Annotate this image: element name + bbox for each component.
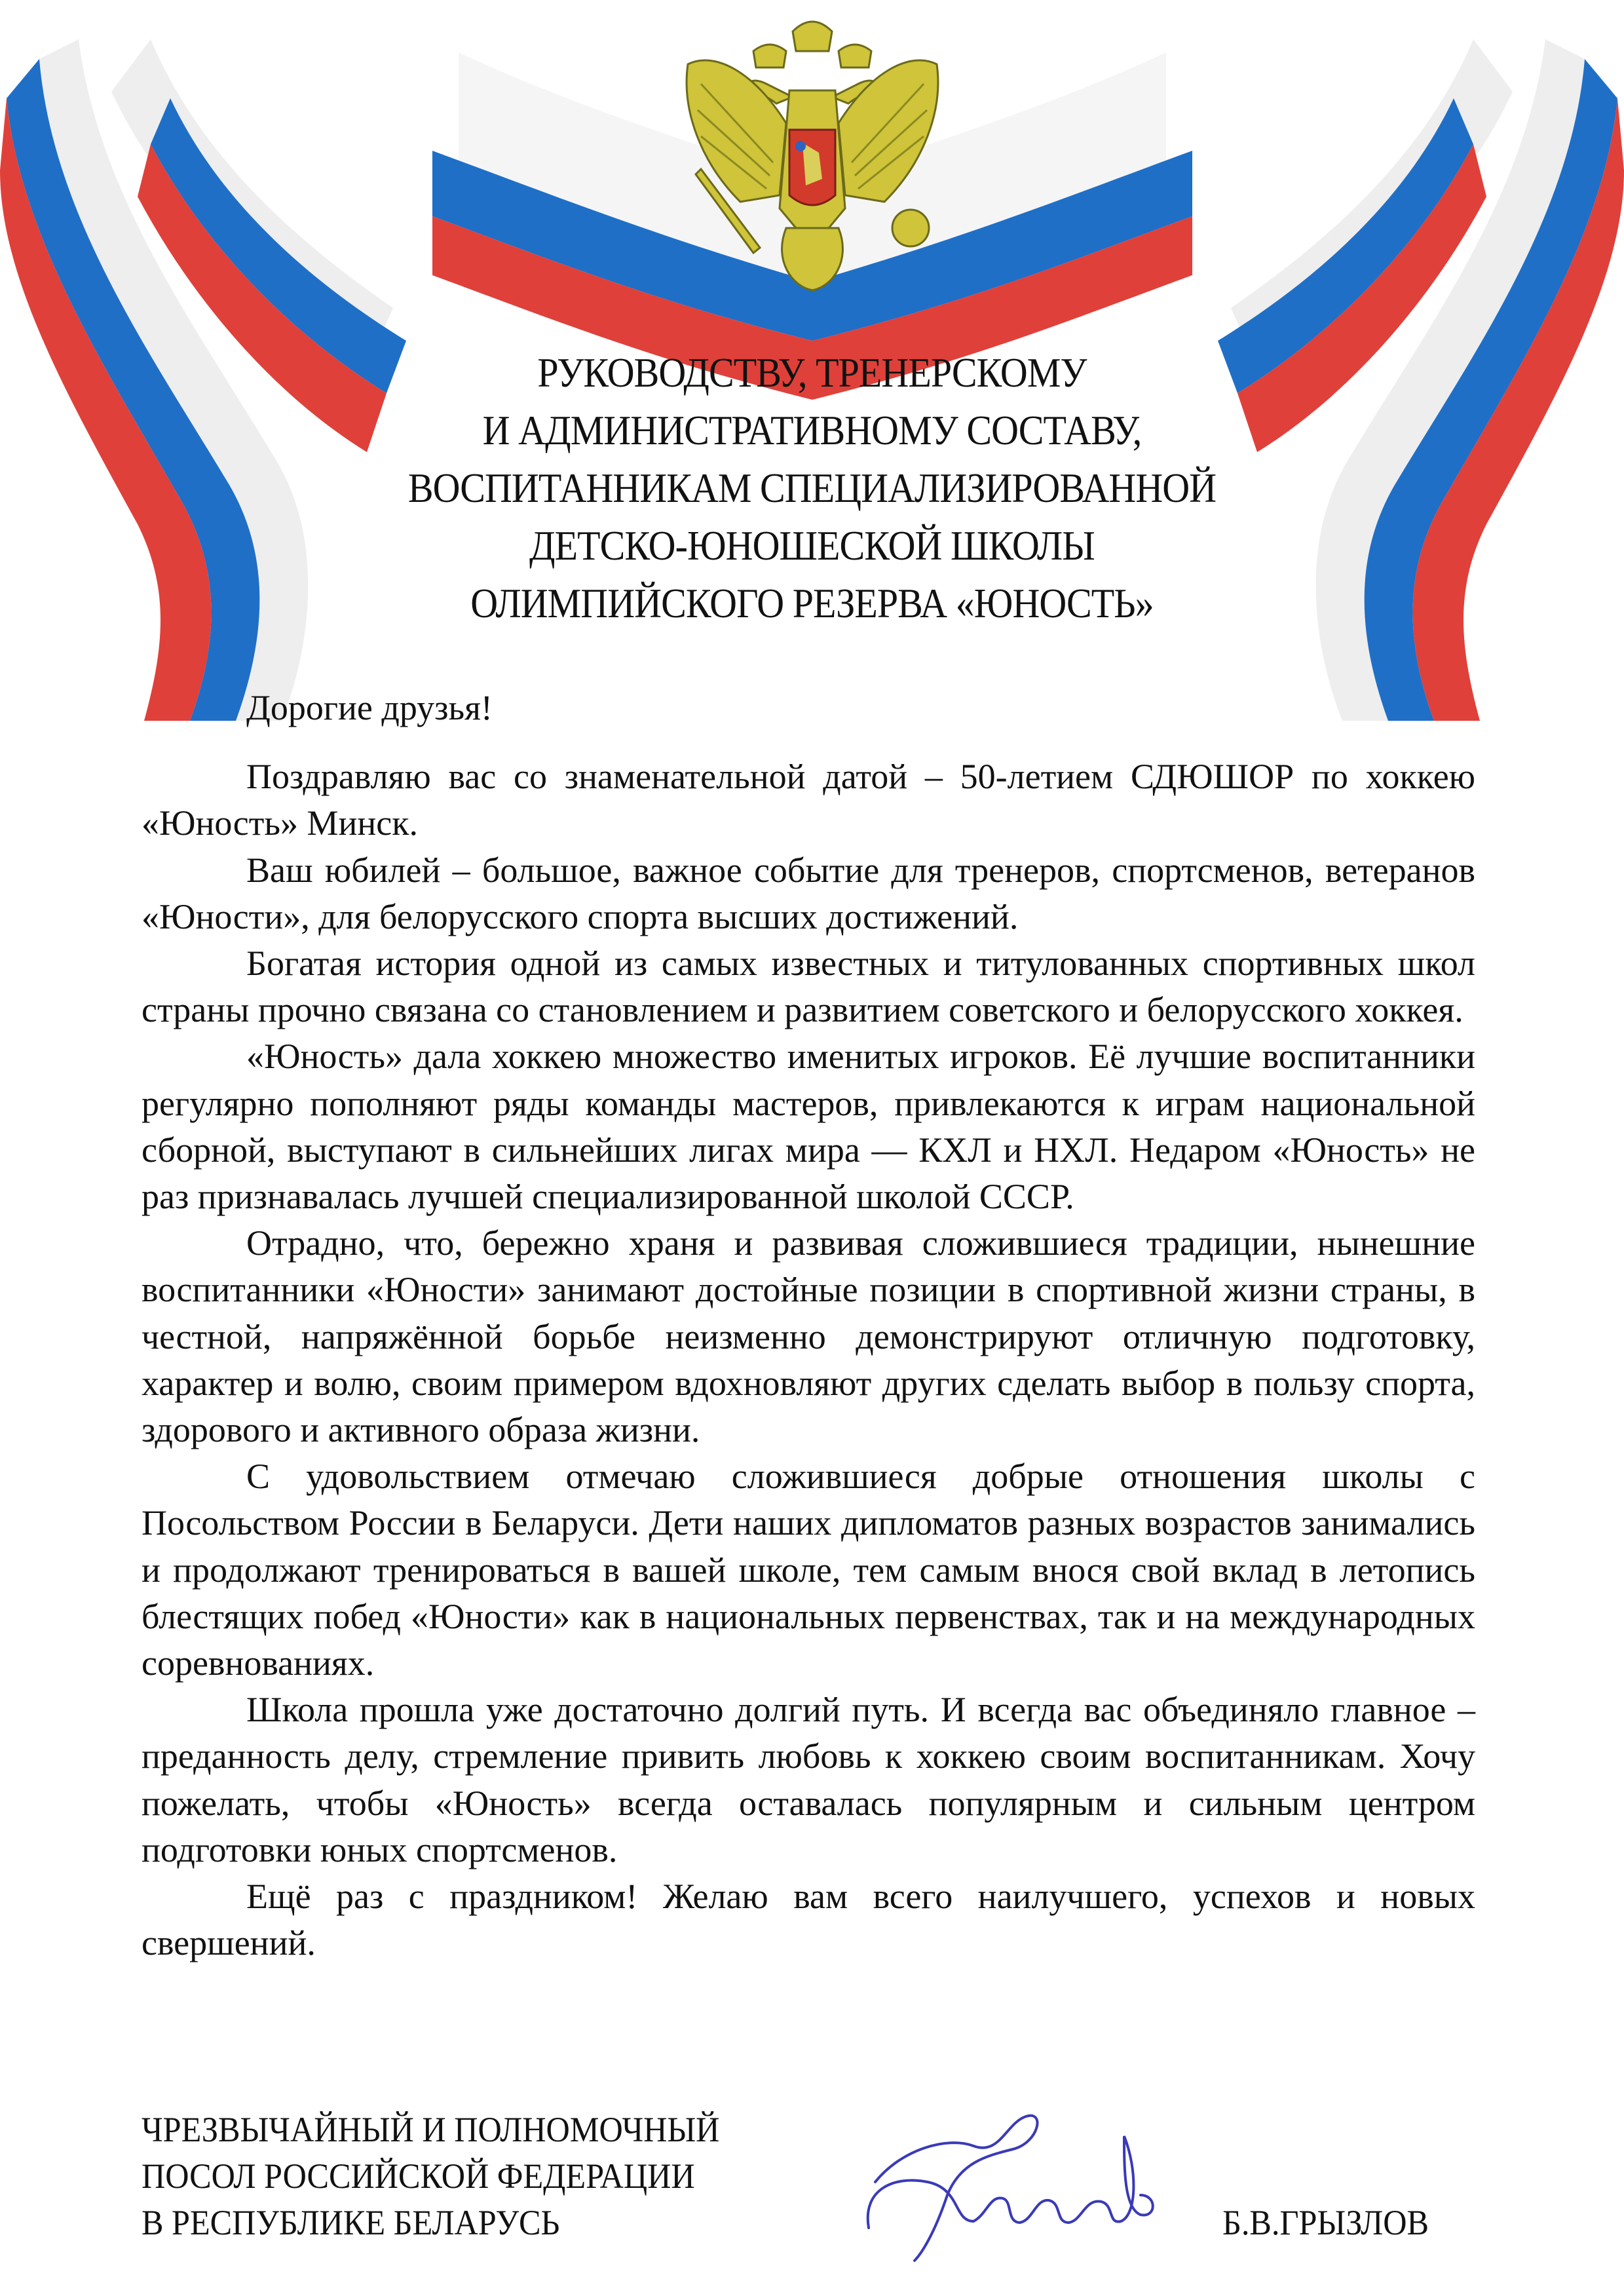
letter-heading bbox=[246, 344, 1378, 632]
paragraph: Школа прошла уже достаточно долгий путь. И всегда вас объединяло главное – преданность делу, стремление привить любовь к хоккею своим воспитанникам. Хочу пожелать, чтобы «Юность» всегда оставалась популярным и сильным центром подготовки юных спортсменов. bbox=[142, 1690, 1475, 1869]
heading-line: ОЛИМПИЙСКОГО РЕЗЕРВА «ЮНОСТЬ» bbox=[470, 581, 1154, 626]
handwritten-signature-icon bbox=[849, 2084, 1190, 2267]
paragraph: С удовольствием отмечаю сложившиеся добрые отношения школы с Посольством России в Беларуси. Дети наших дипломатов разных возрастов занимались и продолжают тренироваться в вашей школе, тем самым внося свой вклад в летопись блестящих побед «Юности» как в национальных первенствах, так и на международных соревнованиях. bbox=[142, 1457, 1475, 1683]
signature-block bbox=[142, 2107, 1478, 2277]
greeting: Дорогие друзья! bbox=[246, 688, 493, 727]
heading-line: РУКОВОДСТВУ, ТРЕНЕРСКОМУ bbox=[537, 350, 1087, 396]
paragraph: Поздравляю вас со знаменательной датой – 50-летием СДЮШОР по хоккею «Юность» Минск. bbox=[142, 757, 1475, 843]
heading-line: И АДМИНИСТРАТИВНОМУ СОСТАВУ, bbox=[482, 408, 1142, 453]
russian-coat-of-arms-icon bbox=[662, 12, 963, 294]
letter-body bbox=[142, 685, 1475, 1966]
signatory-title-line: ПОСОЛ РОССИЙСКОЙ ФЕДЕРАЦИИ bbox=[142, 2156, 695, 2196]
heading-line: ДЕТСКО-ЮНОШЕСКОЙ ШКОЛЫ bbox=[529, 523, 1095, 569]
paragraph: «Юность» дала хоккею множество именитых игроков. Её лучшие воспитанники регулярно пополняют ряды команды мастеров, привлекаются к играм национальной сборной, выступают в сильнейших лигах мира — КХЛ и НХЛ. Недаром «Юность» не раз признавалась лучшей специализированной школой СССР. bbox=[142, 1037, 1475, 1217]
paragraph: Богатая история одной из самых известных и титулованных спортивных школ страны прочно связана со становлением и развитием советского и белорусского хоккея. bbox=[142, 944, 1475, 1030]
signatory-title-line: В РЕСПУБЛИКЕ БЕЛАРУСЬ bbox=[142, 2203, 560, 2242]
signatory-title-line: ЧРЕЗВЫЧАЙНЫЙ И ПОЛНОМОЧНЫЙ bbox=[142, 2110, 720, 2149]
paragraph: Ваш юбилей – большое, важное событие для тренеров, спортсменов, ветеранов «Юности», для белорусского спорта высших достижений. bbox=[142, 850, 1475, 936]
signatory-name: Б.В.ГРЫЗЛОВ bbox=[1222, 2203, 1429, 2242]
heading-line: ВОСПИТАННИКАМ СПЕЦИАЛИЗИРОВАННОЙ bbox=[407, 465, 1217, 511]
paragraph: Ещё раз с праздником! Желаю вам всего наилучшего, успехов и новых свершений. bbox=[142, 1877, 1475, 1963]
signatory-title bbox=[142, 2107, 719, 2246]
paragraph: Отрадно, что, бережно храня и развивая сложившиеся традиции, нынешние воспитанники «Юности» занимают достойные позиции в спортивной жизни страны, в честной, напряжённой борьбе неизменно демонстрируют отличную подготовку, характер и волю, своим примером вдохновляют других сделать выбор в пользу спорта, здорового и активного образа жизни. bbox=[142, 1223, 1475, 1450]
